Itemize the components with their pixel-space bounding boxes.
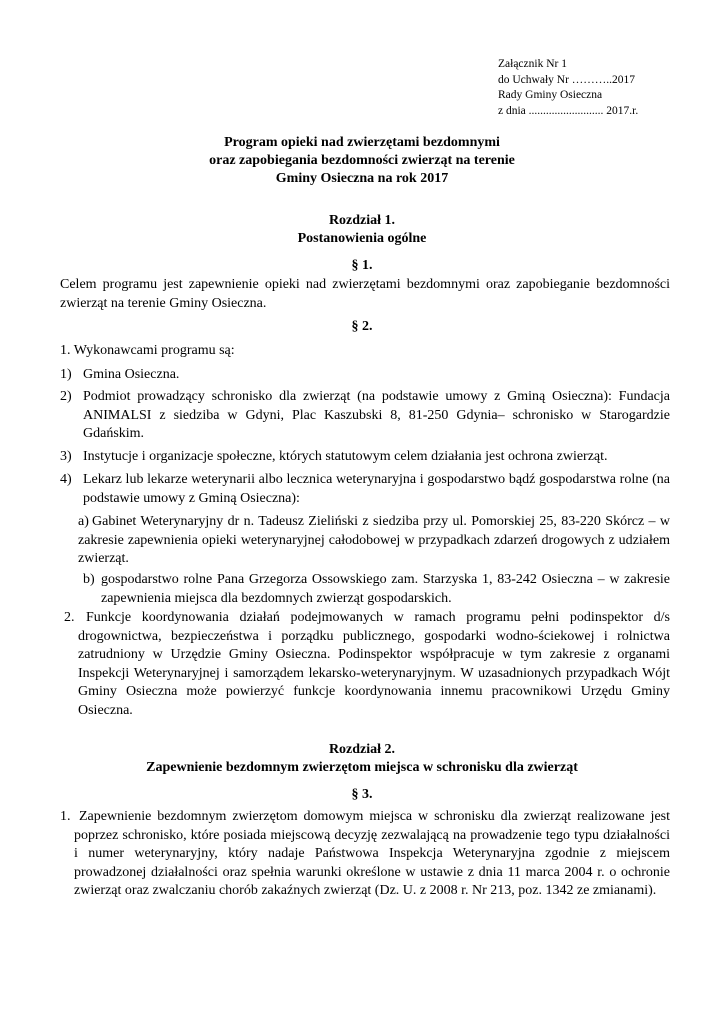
title-line-1: Program opieki nad zwierzętami bezdomnymi [224, 135, 500, 150]
list-item-text: Podmiot prowadzący schronisko dla zwierząt (na podstawie umowy z Gminą Osieczna): Fundacja ANIMALSI z siedziba w Gdyni, Plac Kaszubski 8, 81-250 Gdynia– schronisko w Starogardzie Gdańskim. [83, 389, 670, 441]
chapter-1-heading [60, 212, 664, 248]
annex-line-3: Rady Gminy Osieczna [498, 89, 603, 101]
point-number: 1. [60, 809, 71, 824]
list-item-text: Instytucje i organizacje społeczne, których statutowym celem działania jest ochrona zwierząt. [83, 449, 608, 464]
list-item-number: 3) [60, 449, 72, 464]
list-item-text: Gmina Osieczna. [83, 367, 180, 382]
document-title [60, 134, 664, 188]
list-item-number: 1) [60, 367, 72, 382]
section-1-text: Celem programu jest zapewnienie opieki nad zwierzętami bezdomnymi oraz zapobieganie bezdomności zwierząt na terenie Gminy Osieczna. [60, 277, 670, 311]
point-text: Funkcje koordynowania działań podejmowanych w ramach programu pełni podinspektor d/s drogownictwa, bezpieczeństwa i porządku publicznego, gospodarki wodno-ściekowej i rolnictwa zatrudniony w Urzędzie Gminy Osieczna. Podinspektor współpracuje w tym zakresie z organami Inspekcji Weterynaryjnej i samorządem lekarsko-weterynaryjnym. W uzasadnionych przypadkach Wójt Gminy Osieczna może powierzyć funkcje koordynowania innemu pracownikowi Urzędu Gminy Osieczna. [78, 610, 670, 718]
annex-line-1: Załącznik Nr 1 [498, 58, 567, 70]
chapter-2-title: Zapewnienie bezdomnym zwierzętom miejsca w schronisku dla zwierząt [146, 760, 578, 775]
chapter-2-heading [60, 741, 664, 777]
chapter-1-title: Postanowienia ogólne [297, 231, 427, 246]
sub-item-number: b) [83, 572, 95, 587]
annex-line-2: do Uchwały Nr ………..2017 [498, 73, 636, 86]
annex-line-4: z dnia .......................... 2017.r. [498, 104, 639, 117]
annex-header [498, 57, 638, 119]
point-text: Zapewnienie bezdomnym zwierzętom domowym miejsca w schronisku dla zwierząt realizowane jest poprzez schronisko, które posiada miejscową decyzję zezwalającą na prowadzenie tego typu działalności i numer weterynaryjny, który nadaje Państwowa Inspekcja Weterynaryjna zgodnie z miejscem prowadzonej działalności oraz spełnia warunki określone w ustawie z dnia 11 marca 2004 r. o ochronie zwierząt oraz zwalczaniu chorób zakaźnych zwierząt (Dz. U. z 2008 r. Nr 213, poz. 1342 ze zmianami). [74, 809, 670, 898]
section-2-mark: § 2. [351, 319, 373, 334]
title-line-3: Gminy Osieczna na rok 2017 [275, 171, 449, 186]
chapter-2-number: Rozdział 2. [328, 742, 396, 757]
section-2-intro: 1. Wykonawcami programu są: [60, 343, 235, 358]
section-1-mark: § 1. [351, 258, 373, 273]
sub-item-text: Gabinet Weterynaryjny dr n. Tadeusz Zieliński z siedziba przy ul. Pomorskiej 25, 83-220 Skórcz – w zakresie zapewnienia opieki weterynaryjnej całodobowej w przypadkach zdarzeń drogowych z udziałem zwierząt. [78, 514, 670, 566]
chapter-1-number: Rozdział 1. [328, 213, 396, 228]
title-line-2: oraz zapobiegania bezdomności zwierząt na terenie [209, 153, 515, 168]
list-item-text: Lekarz lub lekarze weterynarii albo lecznica weterynaryjna i gospodarstwo bądź gospodarstwa rolne (na podstawie umowy z Gminą Osieczna): [83, 472, 670, 506]
list-item-number: 2) [60, 389, 72, 404]
section-3-mark: § 3. [351, 787, 373, 802]
list-item-number: 4) [60, 472, 72, 487]
sub-item-text: gospodarstwo rolne Pana Grzegorza Ossowskiego zam. Starzyska 1, 83-242 Osieczna – w zakresie zapewnienia miejsca dla bezdomnych zwierząt gospodarskich. [101, 572, 670, 606]
sub-item-number: a) [78, 514, 89, 529]
point-number: 2. [64, 610, 75, 625]
